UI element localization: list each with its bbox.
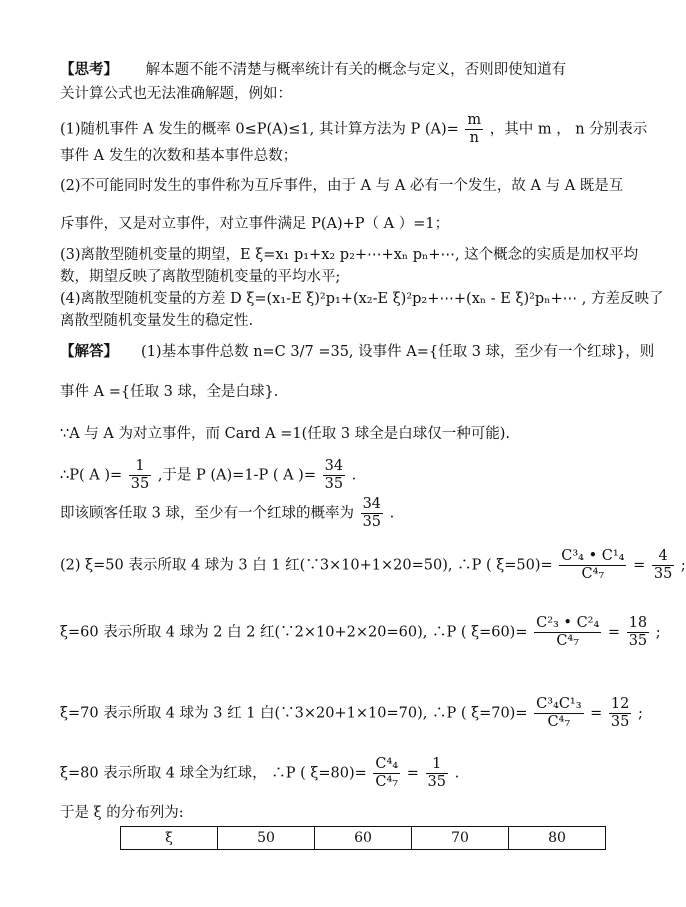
p3-text-a: (3)离散型随机变量的期望，E ξ=x₁ p₁+x₂ p₂+⋯+xₙ pₙ+⋯, 这个概念的实质是加权平均: [60, 247, 639, 263]
p2-text-b: 斥事件，又是对立事件，对立事件满足 P(A)+P（ A ）=1；: [60, 216, 450, 232]
prob-fraction-2: [323, 458, 345, 493]
prob-end: .: [351, 467, 357, 484]
p1-text-b: ，其中 m ， n 分别表示: [489, 121, 648, 138]
prob-pre: ∴P( A )=: [60, 467, 123, 484]
p2-text-a: (2)不可能同时发生的事件称为互斥事件，由于 A 与 A 必有一个发生，故 A 与 A 既是互: [60, 178, 624, 194]
numerator: 1: [426, 756, 448, 774]
xi-70-result-fraction: [609, 696, 631, 731]
equals: =: [633, 557, 646, 574]
distribution-table: [120, 826, 606, 850]
xi-80-line: [60, 756, 459, 791]
denominator: C⁴₇: [556, 633, 580, 649]
answer-line-1: [60, 342, 654, 362]
m-over-n-fraction: [465, 112, 483, 147]
think-line-1: [60, 60, 566, 80]
denominator: 35: [362, 514, 382, 530]
numerator: C²₃ • C²₄: [536, 615, 600, 631]
table-cell-80: 80: [509, 827, 606, 850]
xi-60-combination-fraction: [534, 615, 601, 650]
line-end: ;: [680, 557, 686, 574]
numerator: 34: [324, 458, 344, 474]
numerator: C³₄ • C¹₄: [561, 548, 625, 564]
numerator: 12: [610, 696, 630, 712]
p4-text-b: 离散型随机变量发生的稳定性.: [60, 313, 254, 329]
denominator: 35: [427, 774, 446, 790]
think-intro-1: 解本题不能不清楚与概率统计有关的概念与定义，否则即使知道有: [145, 62, 567, 78]
xi-50-result-fraction: [652, 548, 674, 583]
equals: =: [590, 705, 603, 722]
table-cell-50: 50: [218, 827, 315, 850]
denominator: 35: [130, 476, 150, 492]
p1-text-a: (1)随机事件 A 发生的概率 0≤P(A)≤1, 其计算方法为 P (A)=: [60, 121, 459, 138]
numerator: 18: [628, 615, 648, 631]
numerator: C⁴₄: [375, 756, 399, 772]
xi-70-combination-fraction: [534, 696, 583, 731]
equals: =: [406, 765, 419, 782]
think-label: 【思考】: [60, 61, 118, 78]
xi-70-line: [60, 696, 643, 731]
table-cell-60: 60: [315, 827, 412, 850]
equals: =: [607, 624, 621, 641]
xi-50-text: (2) ξ=50 表示所取 4 球为 3 白 1 红(∵3×10+1×20=50), ∴P ( ξ=50)=: [60, 557, 553, 574]
line-end: .: [454, 765, 460, 782]
fraction-denominator: n: [469, 130, 479, 146]
answer-text-2: 事件 A ={任取 3 球，全是白球}.: [60, 384, 279, 400]
result-pre: 即该顾客任取 3 球，至少有一个红球的概率为: [60, 505, 354, 522]
answer-prob-line: [60, 458, 356, 493]
answer-text-1: (1)基本事件总数 n=C 3/7 =35, 设事件 A={任取 3 球，至少有一个红球}，则: [141, 344, 655, 360]
table-cell-xi: ξ: [121, 827, 218, 850]
answer-text-3: ∵A 与 A 为对立事件，而 Card A =1(任取 3 球全是白球仅一种可能).: [60, 426, 510, 442]
numerator: C³₄C¹₃: [536, 696, 582, 712]
xi-60-line: [60, 615, 661, 650]
line-end: ;: [637, 705, 643, 722]
xi-80-text: ξ=80 表示所取 4 球全为红球， ∴P ( ξ=80)=: [60, 765, 367, 782]
distribution-intro: 于是 ξ 的分布列为:: [60, 805, 184, 821]
think-point-1: [60, 112, 647, 147]
xi-70-text: ξ=70 表示所取 4 球为 3 红 1 白(∵3×20+1×10=70), ∴P ( ξ=70)=: [60, 705, 528, 722]
prob-fraction-1: [129, 458, 151, 493]
xi-50-combination-fraction: [559, 548, 626, 583]
xi-60-result-fraction: [627, 615, 649, 650]
line-end: ;: [655, 624, 661, 641]
xi-60-text: ξ=60 表示所取 4 球为 2 白 2 红(∵2×10+2×20=60), ∴P ( ξ=60)=: [60, 624, 528, 641]
answer-label: 【解答】: [60, 343, 118, 360]
p3-text-b: 数，期望反映了离散型随机变量的平均水平;: [60, 269, 341, 285]
result-fraction: [361, 496, 383, 531]
numerator: 34: [362, 496, 382, 512]
xi-50-line: [60, 548, 686, 583]
table-cell-70: 70: [412, 827, 509, 850]
fraction-numerator: m: [467, 112, 482, 128]
xi-80-result-fraction: [426, 756, 448, 791]
denominator: C⁴₇: [547, 714, 571, 730]
denominator: C⁴₇: [375, 774, 399, 790]
table-row: [121, 827, 606, 850]
numerator: 1: [129, 458, 151, 476]
answer-result-line: [60, 496, 394, 531]
denominator: C⁴₇: [581, 566, 605, 582]
numerator: 4: [652, 548, 674, 566]
denominator: 35: [610, 714, 630, 730]
denominator: 35: [653, 566, 673, 582]
denominator: 35: [324, 476, 344, 492]
think-intro-2: 关计算公式也无法准确解题，例如：: [60, 86, 292, 102]
p4-text-a: (4)离散型随机变量的方差 D ξ=(x₁-E ξ)²p₁+(x₂-E ξ)²p₂+⋯+(xₙ - E ξ)²pₙ+⋯ , 方差反映了: [60, 291, 664, 307]
p1-text-c: 事件 A 发生的次数和基本事件总数；: [60, 148, 298, 164]
prob-mid: ,于是 P (A)=1-P ( A )=: [157, 467, 316, 484]
xi-80-combination-fraction: [373, 756, 400, 791]
result-end: .: [389, 505, 395, 522]
denominator: 35: [628, 633, 648, 649]
